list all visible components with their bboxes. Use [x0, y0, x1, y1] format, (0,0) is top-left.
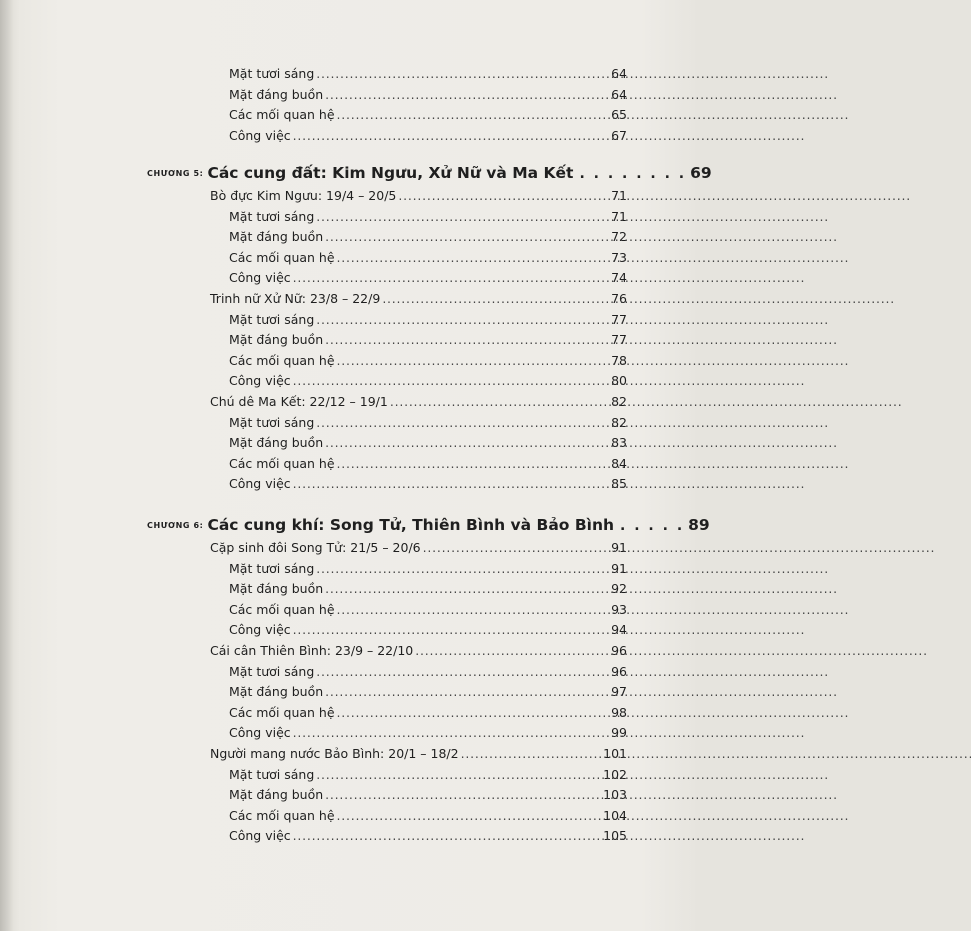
dot-leader: [293, 373, 610, 389]
toc-page-number: 78: [611, 352, 627, 368]
toc-subentry[interactable]: [229, 369, 627, 389]
dot-leader: [316, 415, 610, 431]
toc-entry-label: Các mối quan hệ: [229, 704, 335, 720]
toc-section[interactable]: [210, 287, 627, 307]
toc-entry-label: Công việc: [229, 622, 291, 637]
dot-leader: [293, 270, 610, 286]
toc-page-number: 84: [611, 455, 627, 471]
toc-entry-label: Mặt đáng buồn: [229, 332, 324, 347]
toc-page-number: 82: [611, 394, 627, 409]
toc-page-number: 104: [603, 807, 627, 823]
toc-subentry[interactable]: [229, 618, 627, 638]
chapter-title: Các cung khí: Song Tử, Thiên Bình và Bảo Bình: [207, 516, 615, 534]
toc-subentry[interactable]: [229, 308, 627, 328]
toc-entry-label: Mặt đáng buồn: [229, 435, 324, 450]
dot-leader: [325, 787, 602, 803]
toc-page-number: 101: [603, 746, 627, 761]
toc-entry-label: Các mối quan hệ: [229, 601, 335, 617]
toc-entry-label: Cặp sinh đôi Song Tử: 21/5 – 20/6: [210, 540, 421, 555]
dot-leader: [325, 87, 610, 103]
dot-leader: [293, 725, 610, 741]
dot-leader: [382, 291, 610, 307]
dot-leader: . . . . .: [620, 518, 685, 534]
dot-leader: [316, 561, 610, 577]
dot-leader: [293, 476, 610, 492]
dot-leader: [337, 602, 611, 618]
dot-leader: [325, 581, 610, 597]
dot-leader: [316, 312, 610, 328]
toc-page-number: 96: [611, 643, 627, 658]
toc-page-number: 80: [611, 373, 627, 388]
toc-entry-label: Trinh nữ Xử Nữ: 23/8 – 22/9: [210, 291, 381, 306]
toc-subentry[interactable]: [229, 824, 627, 844]
toc-entry-label: Mặt tươi sáng: [229, 766, 315, 782]
chapter-number: CHƯƠNG 6:: [147, 521, 204, 530]
toc-subentry[interactable]: [229, 804, 627, 824]
toc-page-number: 73: [611, 249, 627, 265]
toc-subentry[interactable]: [229, 577, 627, 597]
toc-subentry[interactable]: [229, 452, 627, 472]
toc-section[interactable]: [210, 390, 627, 410]
dot-leader: [293, 828, 603, 844]
chapter-page-number: 69: [690, 164, 712, 182]
toc-entry-label: Mặt đáng buồn: [229, 87, 324, 102]
toc-subentry[interactable]: [229, 598, 627, 618]
dot-leader: [325, 332, 610, 348]
dot-leader: [423, 540, 610, 556]
toc-entry-label: Mặt tươi sáng: [229, 208, 315, 224]
dot-leader: [337, 107, 611, 123]
dot-leader: [316, 664, 610, 680]
toc-page-number: 83: [611, 435, 627, 450]
dot-leader: [337, 250, 611, 266]
chapter-heading[interactable]: [147, 510, 710, 534]
dot-leader: [316, 209, 610, 225]
toc-entry-label: Các mối quan hệ: [229, 807, 335, 823]
toc-entry-label: Các mối quan hệ: [229, 455, 335, 471]
toc-entry-label: Mặt đáng buồn: [229, 787, 324, 802]
dot-leader: [337, 705, 611, 721]
toc-subentry[interactable]: [229, 472, 627, 492]
toc-subentry[interactable]: [229, 62, 627, 82]
toc-entry-label: Công việc: [229, 725, 291, 740]
toc-page-number: 72: [611, 229, 627, 244]
toc-page-number: 99: [611, 725, 627, 740]
toc-entry-label: Công việc: [229, 270, 291, 285]
chapter-heading[interactable]: [147, 158, 712, 182]
chapter-page-number: 89: [688, 516, 710, 534]
toc-entry-label: Mặt tươi sáng: [229, 663, 315, 679]
toc-section[interactable]: [210, 639, 627, 659]
toc-subentry[interactable]: [229, 328, 627, 348]
toc-section[interactable]: [210, 184, 627, 204]
toc-page-number: 91: [611, 540, 627, 555]
toc-page-number: 77: [611, 332, 627, 347]
dot-leader: [337, 456, 611, 472]
toc-entry-label: Công việc: [229, 373, 291, 388]
toc-subentry[interactable]: [229, 763, 627, 783]
toc-entry-label: Cái cân Thiên Bình: 23/9 – 22/10: [210, 643, 414, 658]
toc-page-number: 82: [611, 414, 627, 430]
toc-page-number: 103: [603, 787, 627, 802]
toc-page-number: 94: [611, 622, 627, 637]
toc-subentry[interactable]: [229, 701, 627, 721]
toc-entry-label: Mặt tươi sáng: [229, 414, 315, 430]
toc-page-number: 102: [603, 766, 627, 782]
toc-entry-label: Các mối quan hệ: [229, 352, 335, 368]
toc-subentry[interactable]: [229, 124, 627, 144]
toc-entry-label: Mặt đáng buồn: [229, 581, 324, 596]
chapter-number: CHƯƠNG 5:: [147, 169, 204, 178]
dot-leader: [316, 66, 610, 82]
dot-leader: [337, 353, 611, 369]
toc-page-number: 64: [611, 87, 627, 102]
toc-page-number: 71: [611, 188, 627, 203]
toc-subentry[interactable]: [229, 83, 627, 103]
toc-entry-label: Công việc: [229, 476, 291, 491]
toc-entry-label: Các mối quan hệ: [229, 249, 335, 265]
dot-leader: [316, 767, 602, 783]
toc-entry-label: Bò đực Kim Ngưu: 19/4 – 20/5: [210, 188, 397, 203]
toc-page-number: 96: [611, 663, 627, 679]
toc-entry-label: Mặt tươi sáng: [229, 311, 315, 327]
toc-section[interactable]: [210, 536, 627, 556]
toc-page-number: 98: [611, 704, 627, 720]
dot-leader: [415, 643, 610, 659]
toc-page-number: 76: [611, 291, 627, 306]
toc-page-number: 64: [611, 66, 627, 81]
dot-leader: [325, 684, 610, 700]
toc-subentry[interactable]: [229, 721, 627, 741]
toc-entry-label: Mặt tươi sáng: [229, 560, 315, 576]
dot-leader: [390, 394, 610, 410]
toc-page-number: 97: [611, 684, 627, 699]
toc-section[interactable]: [210, 742, 627, 762]
toc-subentry[interactable]: [229, 680, 627, 700]
toc-entry-label: Mặt đáng buồn: [229, 684, 324, 699]
chapter-title: Các cung đất: Kim Ngưu, Xử Nữ và Ma Kết: [207, 164, 574, 182]
toc-entry-label: Công việc: [229, 128, 291, 143]
toc-subentry[interactable]: [229, 103, 627, 123]
toc-subentry[interactable]: [229, 205, 627, 225]
toc-page-number: 93: [611, 601, 627, 617]
dot-leader: [293, 622, 610, 638]
dot-leader: [337, 808, 603, 824]
toc-page-number: 67: [611, 128, 627, 143]
toc-entry-label: Chú dê Ma Kết: 22/12 – 19/1: [210, 394, 388, 409]
toc-page-number: 71: [611, 208, 627, 224]
toc-page-number: 77: [611, 311, 627, 327]
toc-subentry[interactable]: [229, 557, 627, 577]
toc-page-number: 74: [611, 270, 627, 285]
toc-entry-label: Mặt tươi sáng: [229, 66, 315, 81]
toc-subentry[interactable]: [229, 246, 627, 266]
toc-entry-label: Người mang nước Bảo Bình: 20/1 – 18/2: [210, 746, 459, 761]
dot-leader: [398, 188, 610, 204]
toc-subentry[interactable]: [229, 225, 627, 245]
toc-page-number: 105: [603, 828, 627, 843]
toc-page-number: 85: [611, 476, 627, 491]
toc-entry-label: Mặt đáng buồn: [229, 229, 324, 244]
toc-subentry[interactable]: [229, 431, 627, 451]
dot-leader: [325, 229, 610, 245]
toc-subentry[interactable]: [229, 411, 627, 431]
dot-leader: . . . . . . . .: [579, 166, 687, 182]
dot-leader: [293, 128, 610, 144]
toc-subentry[interactable]: [229, 660, 627, 680]
toc-page-number: 91: [611, 560, 627, 576]
toc-subentry[interactable]: [229, 783, 627, 803]
toc-page-number: 92: [611, 581, 627, 596]
toc-entry-label: Công việc: [229, 828, 291, 843]
dot-leader: [461, 746, 603, 762]
toc-entry-label: Các mối quan hệ: [229, 107, 335, 122]
toc-page-number: 65: [611, 107, 627, 122]
dot-leader: [325, 435, 610, 451]
toc-subentry[interactable]: [229, 349, 627, 369]
toc-subentry[interactable]: [229, 266, 627, 286]
